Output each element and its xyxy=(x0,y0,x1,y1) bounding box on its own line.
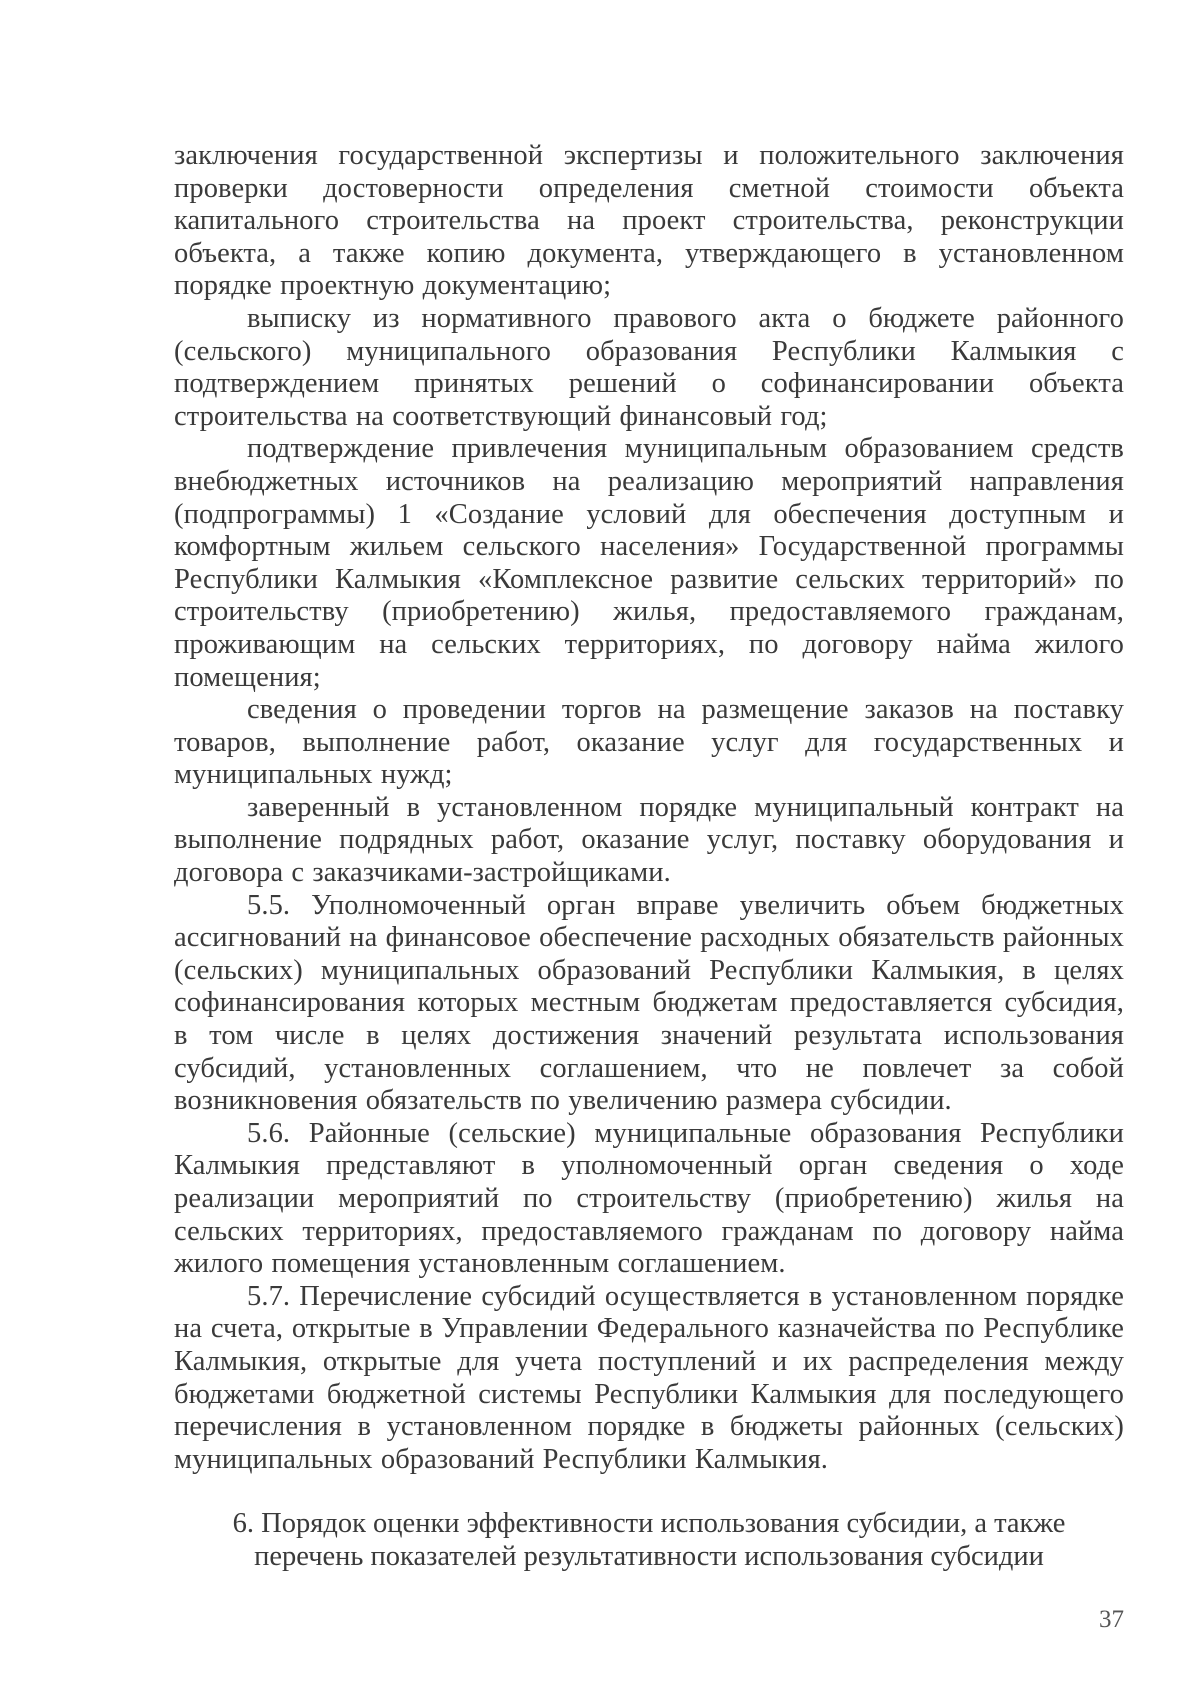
section-heading-line-1: 6. Порядок оценки эффективности использования субсидии, а также xyxy=(232,1508,1066,1539)
paragraph-extrabudgetary-funds: подтверждение привлечения муниципальным образованием средств внебюджетных источников на реализацию мероприятий направления (подпрограммы) 1 «Создание условий для обеспечения доступным и комфортным жильем сельского населения» Государственной программы Республики Калмыкия «Комплексное развитие сельских территорий» по строительству (приобретению) жилья, предоставляемого гражданам, проживающим на сельских территориях, по договору найма жилого помещения; xyxy=(174,433,1124,693)
body-text xyxy=(174,140,1124,1476)
paragraph-clause-5-6: 5.6. Районные (сельские) муниципальные образования Республики Калмыкия представляют в уполномоченный орган сведения о ходе реализации мероприятий по строительству (приобретению) жилья на сельских территориях, предоставляемого гражданам по договору найма жилого помещения установленным соглашением. xyxy=(174,1117,1124,1280)
paragraph-clause-5-5: 5.5. Уполномоченный орган вправе увеличить объем бюджетных ассигнований на финансовое обеспечение расходных обязательств районных (сельских) муниципальных образований Республики Калмыкия, в целях софинансирования которых местным бюджетам предоставляется субсидия, в том числе в целях достижения значений результата использования субсидий, установленных соглашением, что не повлечет за собой возникновения обязательств по увеличению размера субсидии. xyxy=(174,889,1124,1117)
paragraph-tender-info: сведения о проведении торгов на размещение заказов на поставку товаров, выполнение работ, оказание услуг для государственных и муниципальных нужд; xyxy=(174,694,1124,791)
paragraph-budget-extract: выписку из нормативного правового акта о бюджете районного (сельского) муниципального образования Республики Калмыкия с подтверждением принятых решений о софинансировании объекта строительства на соответствующий финансовый год; xyxy=(174,302,1124,432)
paragraph-clause-5-7: 5.7. Перечисление субсидий осуществляется в установленном порядке на счета, открытые в Управлении Федерального казначейства по Республике Калмыкия, открытые для учета поступлений и их распределения между бюджетами бюджетной системы Республики Калмыкия для последующего перечисления в установленном порядке в бюджеты районных (сельских) муниципальных образований Республики Калмыкия. xyxy=(174,1280,1124,1475)
page-number: 37 xyxy=(1099,1606,1124,1633)
section-heading xyxy=(174,1507,1124,1573)
section-heading-line-2: перечень показателей результативности использования субсидии xyxy=(254,1541,1044,1572)
paragraph-expertise-conclusion: заключения государственной экспертизы и положительного заключения проверки достоверности определения сметной стоимости объекта капитального строительства на проект строительства, реконструкции объекта, а также копию документа, утверждающего в установленном порядке проектную документацию; xyxy=(174,140,1124,302)
paragraph-municipal-contract: заверенный в установленном порядке муниципальный контракт на выполнение подрядных работ, оказание услуг, поставку оборудования и договора с заказчиками-застройщиками. xyxy=(174,791,1124,889)
